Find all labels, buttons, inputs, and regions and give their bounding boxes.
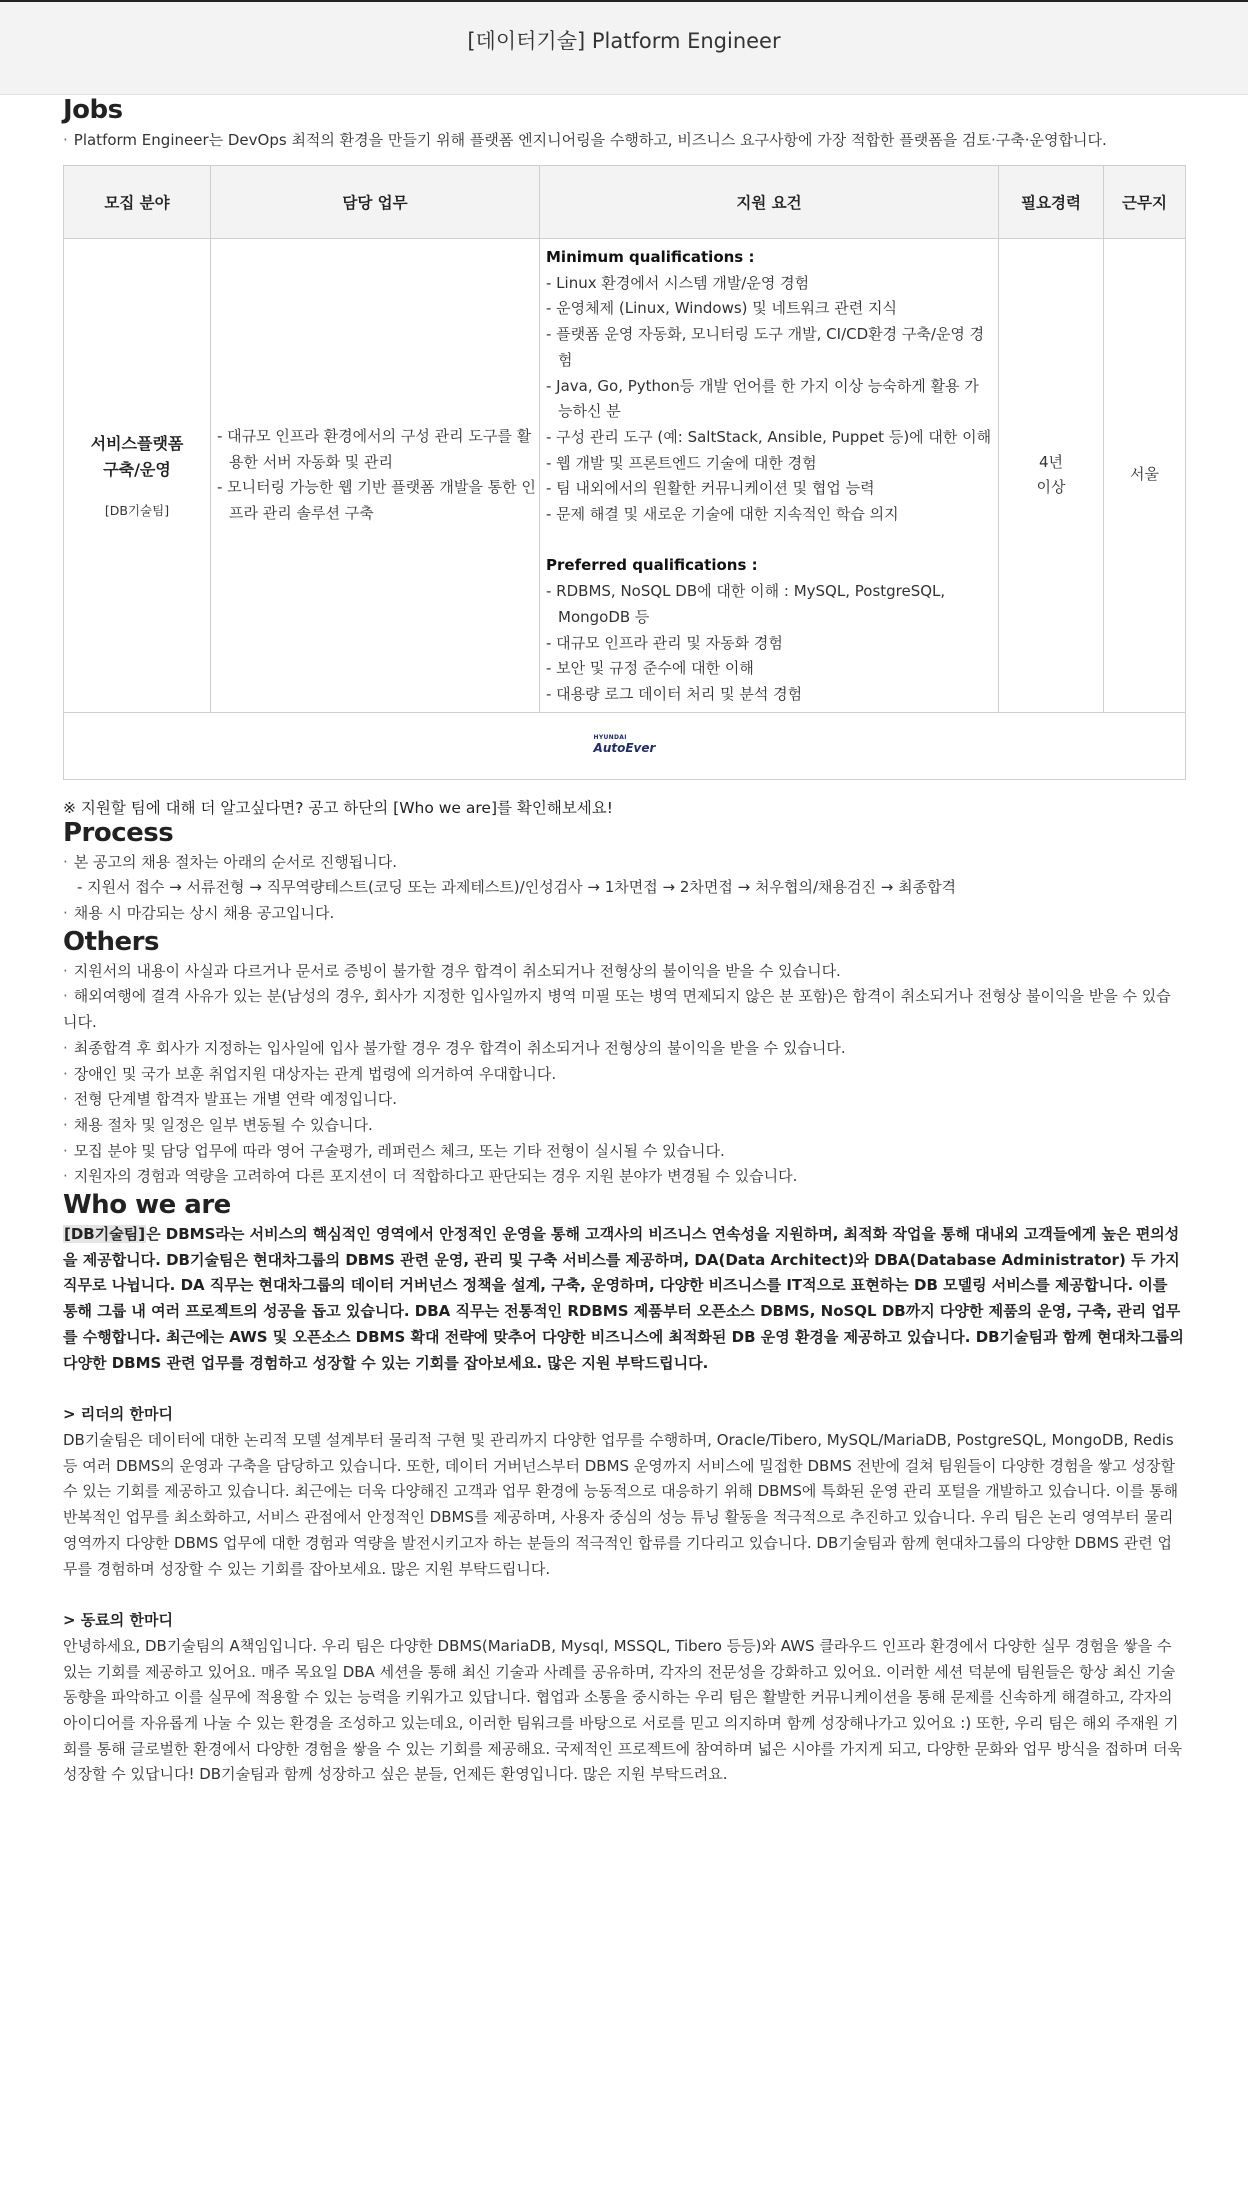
min-qualification-item: - 운영체제 (Linux, Windows) 및 네트워크 관련 지식 [546,299,898,318]
cell-field [64,239,211,713]
others-item-text: 최종합격 후 회사가 지정하는 입사일에 입사 불가할 경우 경우 합격이 취소되거나 전형상의 불이익을 받을 수 있습니다. [73,1038,846,1057]
peer-text: 안녕하세요, DB기술팀의 A책임입니다. 우리 팀은 다양한 DBMS(MariaDB, Mysql, MSSQL, Tibero 등등)와 AWS 클라우드 인프라 환경에서 다양한 실무 경험을 쌓을 수 있는 기회를 제공하고 있어요. 매주 목요일 DBA 세션을 통해 최신 기술과 사례를 공유하며, 각자의 전문성을 강화하고 있어요. 이러한 세션 덕분에 팀원들은 항상 최신 기술 동향을 파악하고 이를 실무에 적용할 수 있는 능력을 키워가고 있답니다. 협업과 소통을 중시하는 우리 팀은 활발한 커뮤니케이션을 통해 문제를 신속하게 해결하고, 각자의 아이디어를 자유롭게 나눌 수 있는 환경을 조성하고 있는데요, 이러한 팀워크를 바탕으로 서로를 믿고 의지하며 함께 성장해나가고 있어요 :) 또한, 우리 팀은 해외 주재원 기회를 통해 글로벌한 환경에서 다양한 경험을 쌓을 수 있는 기회를 제공해요. 국제적인 프로젝트에 참여하며 넓은 시야를 가지게 되고, 다양한 문화와 업무 방식을 접하며 더욱 성장할 수 있답니다! DB기술팀과 함께 성장하고 싶은 분들, 언제든 환영입니다. 많은 지원 부탁드려요. [63,1636,1183,1784]
others-item: · 전형 단계별 합격자 발표는 개별 연락 예정입니다. [63,1090,397,1109]
field-name-line2: 구축/운영 [103,460,171,480]
process-heading: Process [63,817,174,848]
field-team: [DB기술팀] [104,503,170,519]
job-table-header-row [64,166,1186,239]
page-title: [데이터기술] Platform Engineer [467,29,781,53]
others-item-text: 지원자의 경험과 역량을 고려하여 다른 포지션이 더 적합하다고 판단되는 경우 지원 분야가 변경될 수 있습니다. [73,1167,798,1186]
others-item: · 장애인 및 국가 보훈 취업지원 대상자는 관계 법령에 의거하여 우대합니다. [63,1064,557,1083]
jobs-description: · Platform Engineer는 DevOps 최적의 환경을 만들기 위해 플랫폼 엔지니어링을 수행하고, 비즈니스 요구사항에 가장 적합한 플랫폼을 검토·구축·운영합니다. [63,131,1107,149]
min-qualifications-title: Minimum qualifications : [546,248,755,266]
duty-item: - 모니터링 가능한 웹 기반 플랫폼 개발을 통한 인프라 관리 솔루션 구축 [217,478,536,523]
logo-top-text: HYUNDAI [593,734,627,742]
others-item-text: 모집 분야 및 담당 업무에 따라 영어 구술평가, 레퍼런스 체크, 또는 기타 전형이 실시될 수 있습니다. [73,1141,725,1160]
process-item: · 본 공고의 채용 절차는 아래의 순서로 진행됩니다. [63,852,397,871]
others-item-text: 해외여행에 결격 사유가 있는 분(남성의 경우, 회사가 지정한 입사일까지 병역 미필 또는 병역 면제되지 않은 분 포함)은 합격이 취소되거나 전형상 불이익을 받을 수 있습니다. [63,987,1171,1032]
col-header-duty: 담당 업무 [211,166,540,239]
team-info-note: ※ 지원할 팀에 대해 더 알고싶다면? 공고 하단의 [Who we are]를 확인해보세요! [63,798,613,817]
pref-qualification-item: - 보안 및 규정 준수에 대한 이해 [546,659,754,678]
col-header-career: 필요경력 [999,166,1104,239]
min-qualification-item: - 플랫폼 운영 자동화, 모니터링 도구 개발, CI/CD환경 구축/운영 경험 [546,325,985,369]
main-content [63,95,1185,1788]
cell-career [999,239,1104,713]
leader-text: DB기술팀은 데이터에 대한 논리적 모델 설계부터 물리적 구현 및 관리까지 다양한 업무를 수행하며, Oracle/Tibero, MySQL/MariaDB, PostgreSQL, MongoDB, Redis 등 여러 DBMS의 운영과 구축을 담당하고 있습니다. 또한, 데이터 거버넌스부터 DBMS 운영까지 서비스에 밀접한 DBMS 전반에 걸쳐 팀원들이 다양한 경험을 쌓고 성장할 수 있는 기회를 제공하고 있습니다. 최근에는 더욱 다양해진 고객과 업무 환경에 능동적으로 대응하기 위해 DBMS에 특화된 운영 관리 포털을 개발하고 있습니다. 이를 통해 반복적인 업무를 최소화하고, 서비스 관점에서 안정적인 DBMS를 제공하며, 사용자 중심의 성능 튜닝 활동을 적극적으로 추진하고 있습니다. 우리 팀은 논리 영역부터 물리 영역까지 다양한 DBMS 업무에 대한 경험과 역량을 발전시키고자 하는 분들의 적극적인 합류를 기다리고 있습니다. DB기술팀과 함께 현대차그룹의 다양한 DBMS 관련 업무를 경험하며 성장할 수 있는 기회를 잡아보세요. 많은 지원 부탁드립니다. [63,1431,1179,1578]
others-item: · 지원자의 경험과 역량을 고려하여 다른 포지션이 더 적합하다고 판단되는 경우 지원 분야가 변경될 수 있습니다. [63,1167,798,1186]
others-item-text: 채용 절차 및 일정은 일부 변동될 수 있습니다. [73,1115,373,1134]
min-qualification-item: - 문제 해결 및 새로운 기술에 대한 지속적인 학습 의지 [546,505,899,524]
min-qualification-item: - 구성 관리 도구 (예: SaltStack, Ansible, Puppet 등)에 대한 이해 [546,427,992,446]
pref-qualification-item: - 대규모 인프라 관리 및 자동화 경험 [546,633,783,652]
col-header-field: 모집 분야 [64,166,211,239]
jobs-description-text: Platform Engineer는 DevOps 최적의 환경을 만들기 위해 플랫폼 엔지니어링을 수행하고, 비즈니스 요구사항에 가장 적합한 플랫폼을 검토·구축·운영합니다. [73,131,1107,149]
min-qualification-item: - Java, Go, Python등 개발 언어를 한 가지 이상 능숙하게 활용 가능하신 분 [546,376,979,421]
duty-item: - 대규모 인프라 환경에서의 구성 관리 도구를 활용한 서버 자동화 및 관리 [217,426,532,471]
others-item: · 지원서의 내용이 사실과 다르거나 문서로 증빙이 불가할 경우 합격이 취소되거나 전형상의 불이익을 받을 수 있습니다. [63,961,841,980]
pref-qualification-item: - 대용량 로그 데이터 처리 및 분석 경험 [546,684,803,703]
logo-main-text: AutoEver [593,741,656,756]
min-qualification-item: - 웹 개발 및 프론트엔드 기술에 대한 경험 [546,453,817,472]
team-tag: [DB기술팀] [64,1225,146,1244]
others-item: · 최종합격 후 회사가 지정하는 입사일에 입사 불가할 경우 경우 합격이 취소되거나 전형상의 불이익을 받을 수 있습니다. [63,1038,846,1057]
process-list [63,850,1185,927]
others-item: · 해외여행에 결격 사유가 있는 분(남성의 경우, 회사가 지정한 입사일까지 병역 미필 또는 병역 면제되지 않은 분 포함)은 합격이 취소되거나 전형상 불이익을 받을 수 있습니다. [63,987,1171,1032]
others-item: · 모집 분야 및 담당 업무에 따라 영어 구술평가, 레퍼런스 체크, 또는 기타 전형이 실시될 수 있습니다. [63,1141,725,1160]
others-heading: Others [63,926,159,957]
who-intro [63,1222,1185,1376]
logo-row [64,712,1186,779]
who-intro-text: 은 DBMS라는 서비스의 핵심적인 영역에서 안정적인 운영을 통해 고객사의 비즈니스 연속성을 지원하며, 최적화 작업을 통해 대내외 고객들에게 높은 편의성을 제공합니다. DB기술팀은 현대차그룹의 DBMS 관련 운영, 관리 및 구축 서비스를 제공하며, DA(Data Architect)와 DBA(Database Administrator) 두 가지 직무로 나뉩니다. DA 직무는 현대차그룹의 데이터 거버넌스 정책을 설계, 구축, 운영하며, 다양한 비즈니스를 IT적으로 표현하는 DB 모델링 서비스를 제공합니다. 이를 통해 그룹 내 여러 프로젝트의 성공을 돕고 있습니다. DBA 직무는 전통적인 RDBMS 제품부터 오픈소스 DBMS, NoSQL DB까지 다양한 제품의 운영, 구축, 관리 업무를 수행합니다. 최근에는 AWS 및 오픈소스 DBMS 확대 전략에 맞추어 다양한 비즈니스에 최적화된 DB 운영 환경을 제공하고 있습니다. DB기술팀과 함께 현대차그룹의 다양한 DBMS 관련 업무를 경험하고 성장할 수 있는 기회를 잡아보세요. 많은 지원 부탁드립니다. [63,1225,1184,1372]
others-item-text: 장애인 및 국가 보훈 취업지원 대상자는 관계 법령에 의거하여 우대합니다. [73,1064,557,1083]
logo-cell [64,712,1186,779]
col-header-requirements: 지원 요건 [540,166,999,239]
process-item-text: 본 공고의 채용 절차는 아래의 순서로 진행됩니다. [73,852,397,871]
pref-qualification-item: - RDBMS, NoSQL DB에 대한 이해 : MySQL, PostgreSQL, MongoDB 등 [546,582,946,626]
cell-requirements [540,239,999,713]
job-table [63,165,1186,780]
min-qualification-item: - 팀 내외에서의 원활한 커뮤니케이션 및 협업 능력 [546,479,875,498]
who-heading: Who we are [63,1190,231,1221]
spacer [546,528,992,554]
cell-duty [211,239,540,713]
process-flow: - 지원서 접수 → 서류전형 → 직무역량테스트(코딩 또는 과제테스트)/인성검사 → 1차면접 → 2차면접 → 처우협의/채용검진 → 최종합격 [77,878,957,897]
others-item: · 채용 절차 및 일정은 일부 변동될 수 있습니다. [63,1115,373,1134]
job-table-row [64,239,1186,713]
process-item-text: 채용 시 마감되는 상시 채용 공고입니다. [73,904,335,923]
hyundai-autoever-logo [594,735,656,754]
leader-heading: > 리더의 한마디 [63,1405,173,1424]
career-line2: 이상 [1036,478,1066,497]
field-name-line1: 서비스플랫폼 [90,434,184,454]
pref-qualifications-title: Preferred qualifications : [546,556,758,575]
col-header-location: 근무지 [1104,166,1186,239]
jobs-heading: Jobs [63,95,123,125]
career-line1: 4년 [1038,452,1064,471]
others-item-text: 지원서의 내용이 사실과 다르거나 문서로 증빙이 불가할 경우 합격이 취소되거나 전형상의 불이익을 받을 수 있습니다. [73,961,841,980]
peer-heading: > 동료의 한마디 [63,1611,173,1630]
min-qualification-item: - Linux 환경에서 시스템 개발/운영 경험 [546,273,810,292]
others-item-text: 전형 단계별 합격자 발표는 개별 연락 예정입니다. [73,1090,397,1109]
page-header [0,2,1248,95]
others-list [63,959,1185,1190]
process-item: · 채용 시 마감되는 상시 채용 공고입니다. [63,904,335,923]
cell-location [1104,239,1186,713]
location-text: 서울 [1130,465,1159,484]
